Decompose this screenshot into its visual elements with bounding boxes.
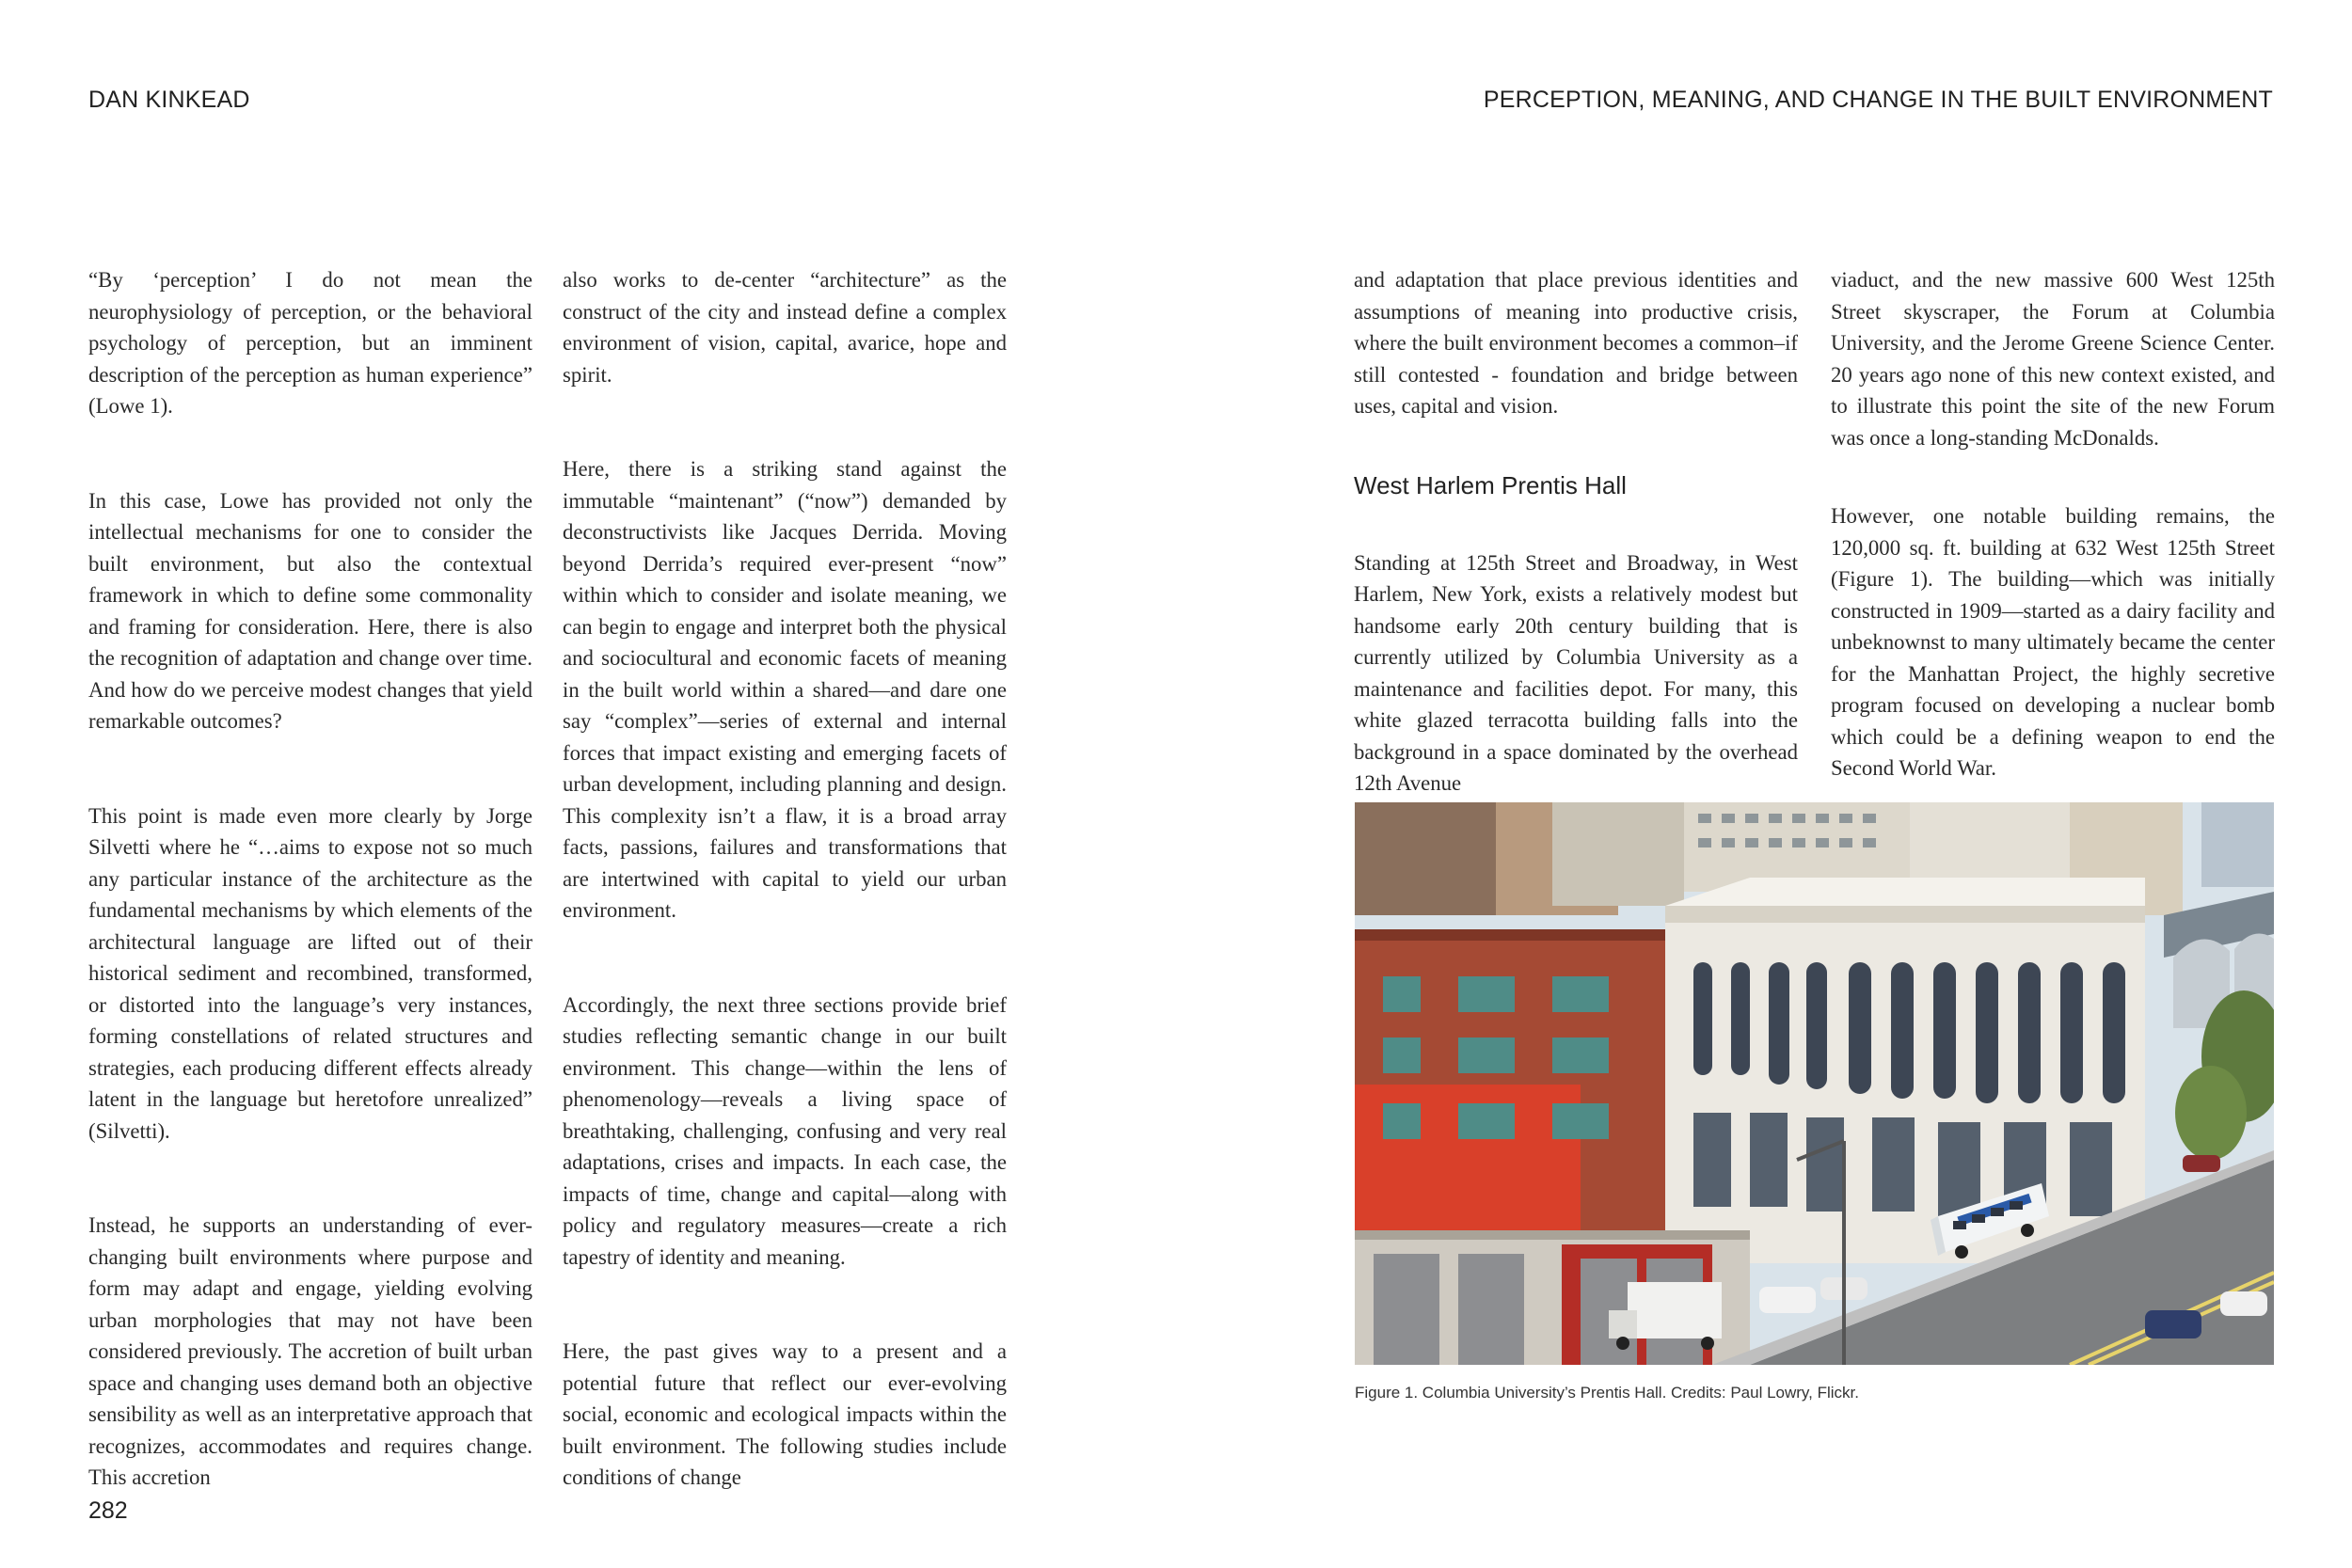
paragraph: Instead, he supports an understanding of ever-changing built environments where purpose and form may adapt and engage, yielding evolving urban morphologies that may not have been considered previously. The accretion of built urban space and changing uses demand both an objective sensibility as well as an interpretative approach that recognizes, accommodates and requires change. This accretion	[88, 1213, 532, 1489]
figure-prentis-hall-photo	[1355, 802, 2274, 1365]
paragraph: Standing at 125th Street and Broadway, in West Harlem, New York, exists a relatively modest but handsome early 20th century building that is currently utilized by Columbia University as a maintenance and facilities depot. For many, this white glazed terracotta building falls into the background in a space dominated by the overhead 12th Avenue	[1354, 550, 1798, 795]
street-photo-illustration	[1355, 802, 2274, 1365]
paragraph: Here, there is a striking stand against the immutable “maintenant” (“now”) demanded by deconstructivists like Jacques Derrida. Moving beyond Derrida’s required ever-present “now” within which to consider and isolate meaning, we can begin to engage and interpret both the physical and sociocultural and economic facets of meaning in the built world within a shared—and dare one say “complex”—series of external and internal forces that impact existing and emerging facets of urban development, including planning and design. This complexity isn’t a flaw, it is a broad array facts, passions, failures and transformations that are intertwined with capital to yield our urban environment.	[563, 457, 1007, 922]
section-heading: West Harlem Prentis Hall	[1354, 470, 1627, 499]
paragraph: “By ‘perception’ I do not mean the neurophysiology of perception, or the behavioral psychology of perception, but an imminent description of the perception as human experience” (Lowe 1).	[88, 268, 532, 418]
figure-caption: Figure 1. Columbia University’s Prentis Hall. Credits: Paul Lowry, Flickr.	[1355, 1384, 1859, 1402]
paragraph: viaduct, and the new massive 600 West 125th Street skyscraper, the Forum at Columbia University, and the Jerome Greene Science Center. 20 years ago none of this new context existed, and to illustrate this point the site of the new Forum was once a long-standing McDonalds.	[1831, 268, 2275, 450]
paragraph: Accordingly, the next three sections provide brief studies reflecting semantic change in our built environment. This change—within the lens of phenomenology—reveals a living space of breathtaking, challenging, confusing and very real adaptations, crises and impacts. In each case, the impacts of time, change and capital—along with policy and regulatory measures—create a rich tapestry of identity and meaning.	[563, 992, 1007, 1269]
running-header-author: DAN KINKEAD	[88, 87, 250, 113]
running-header-title: PERCEPTION, MEANING, AND CHANGE IN THE BUILT ENVIRONMENT	[1483, 87, 2273, 113]
paragraph: However, one notable building remains, the 120,000 sq. ft. building at 632 West 125th Street (Figure 1). The building—which was initially constructed in 1909—started as a dairy facility and unbeknownst to many ultimately became the center for the Manhattan Project, the highly secretive program focused on developing a nuclear bomb which could be a defining weapon to end the Second World War.	[1831, 504, 2275, 780]
text-column-1	[88, 264, 532, 1494]
text-column-2	[563, 264, 1007, 1494]
paragraph: also works to de-center “architecture” as the construct of the city and instead define a complex environment of vision, capital, avarice, hope and spirit.	[563, 268, 1007, 387]
paragraph: Here, the past gives way to a present and a potential future that reflect our ever-evolving social, economic and ecological impacts within the built environment. The following studies include conditions of change	[563, 1339, 1007, 1489]
page-number: 282	[88, 1497, 128, 1524]
paragraph: This point is made even more clearly by Jorge Silvetti where he “…aims to expose not so much any particular instance of the architecture as the fundamental mechanisms by which elements of the architectural language are lifted out of their historical sediment and recombined, transformed, or distorted into the language’s very instances, forming constellations of related structures and strategies, each producing different effects already latent in the language but heretofore unrealized” (Silvetti).	[88, 803, 532, 1143]
text-column-3	[1354, 264, 1798, 800]
paragraph: In this case, Lowe has provided not only the intellectual mechanisms for one to consider the built environment, but also the contextual framework in which to define some commonality and framing for consideration. Here, there is also the recognition of adaptation and change over time. And how do we perceive modest changes that yield remarkable outcomes?	[88, 488, 532, 733]
paragraph: and adaptation that place previous identities and assumptions of meaning into productive crisis, where the built environment becomes a common–if still contested - foundation and bridge between uses, capital and vision.	[1354, 268, 1798, 418]
text-column-4	[1831, 264, 2275, 784]
